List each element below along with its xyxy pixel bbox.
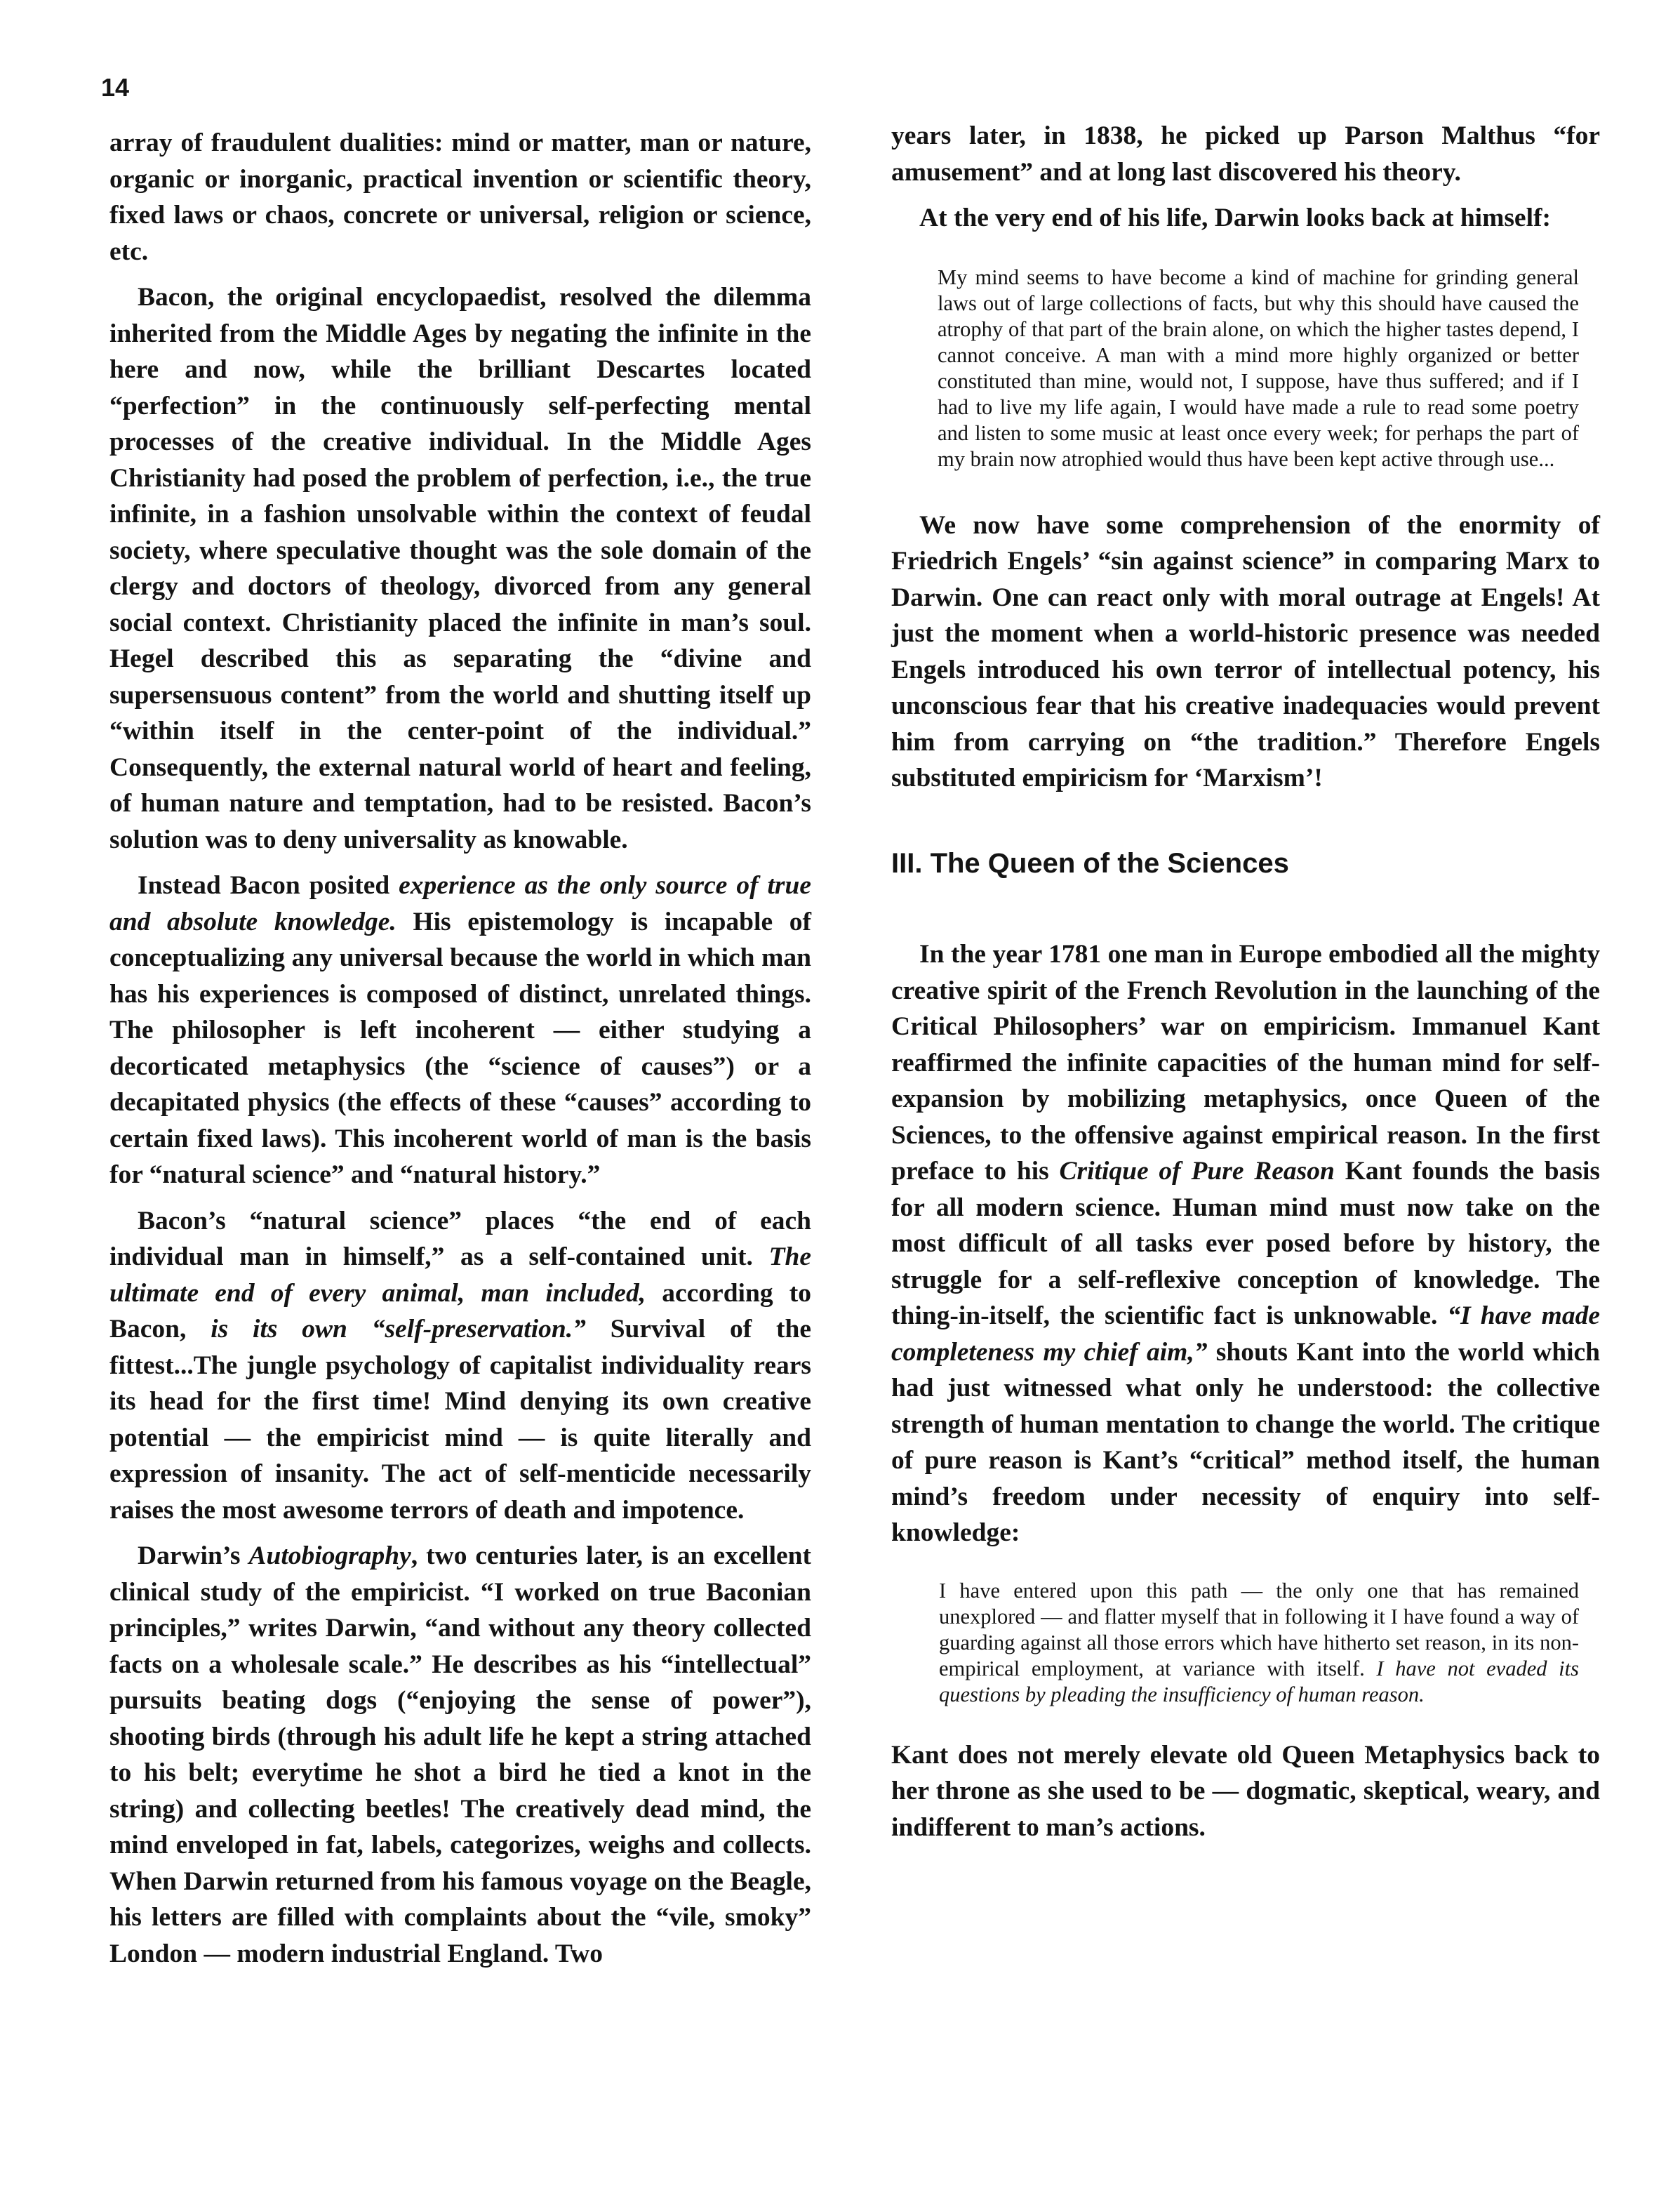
page-number: 14 <box>101 73 130 102</box>
paragraph: At the very end of his life, Darwin looks back at himself: <box>919 204 1551 232</box>
text-run: Instead Bacon posited <box>138 871 399 900</box>
block-quote <box>939 1578 1579 1708</box>
text-run: , two centuries later, is an excellent clinical study of the empiricist. “I worked on true Baconian principles,” writes Darwin, “and without any theory collected facts on a wholesale scale.” He describes as his “intellectual” pursuits beating dogs (“enjoying the sense of power”), shooting birds (through his adult life he kept a string attached to his belt; everytime he shot a bird he tied a knot in the string) and collecting beetles! The creatively dead mind, the mind enveloped in fat, labels, categorizes, weighs and collects. When Darwin returned from his famous voyage on the Beagle, his letters are filled with complaints about the “vile, smoky” London — modern industrial England. Two <box>109 1541 811 1968</box>
section-heading: III. The Queen of the Sciences <box>891 847 1289 879</box>
text-run: according to Bacon, <box>109 1278 811 1344</box>
paragraph: We now have some comprehension of the enormity of Friedrich Engels’ “sin against science” in comparing Marx to Darwin. One can react only with moral outrage at Engels! At just the moment when a world-historic presence was needed Engels introduced his own terror of intellectual potency, his unconscious fear that his creative inadequacies would prevent him from carrying on “the tradition.” Therefore Engels substituted empiricism for ‘Marxism’! <box>891 510 1600 792</box>
emphasis: Critique of Pure Reason <box>1059 1157 1335 1186</box>
text-run: shouts Kant into the world which had just witnessed what only he understood: the collective strength of human mentation to change the world. The critique of pure reason is Kant’s “critical” method itself, the human mind’s freedom under necessity of enquiry into self-knowledge: <box>891 1337 1600 1547</box>
paragraph: years later, in 1838, he picked up Parson Malthus “for amusement” and at long last discovered his theory. <box>891 121 1600 187</box>
emphasis: I have not evaded its questions by pleading the insufficiency of human reason. <box>939 1656 1579 1706</box>
paragraph <box>109 868 811 1193</box>
text-run: Bacon’s “natural science” places “the end of each individual man in himself,” as a self-contained unit. <box>109 1206 811 1271</box>
text-run: Darwin’s <box>138 1541 249 1570</box>
paragraph: Bacon, the original encyclopaedist, resolved the dilemma inherited from the Middle Ages by negating the infinite in the here and now, while the brilliant Descartes located “perfection” in the continuously self-perfecting mental processes of the creative individual. In the Middle Ages Christianity had posed the problem of perfection, i.e., the true infinite, in a fashion unsolvable within the context of feudal society, where speculative thought was the sole domain of the clergy and doctors of theology, divorced from any general social context. Christianity placed the infinite in man’s soul. Hegel described this as separating the “divine and supersensuous content” from the world and shutting itself up “within itself in the center-point of the individual.” Consequently, the external natural world of heart and feeling, of human nature and temptation, had to be resisted. Bacon’s solution was to deny universality as knowable. <box>109 283 811 854</box>
text-run: His epistemology is incapable of conceptualizing any universal because the world in which man has his experiences is composed of distinct, unrelated things. The philosopher is left incoherent — either studying a decorticated metaphysics (the “science of causes”) or a decapitated physics (the effects of these “causes” according to certain fixed laws). This incoherent world of man is the basis for “natural science” and “natural history.” <box>109 907 811 1189</box>
emphasis: experience as the only source of true and absolute knowledge. <box>109 871 811 936</box>
emphasis: “I have made completeness my chief aim,” <box>891 1301 1600 1367</box>
emphasis: is its own “self-preservation.” <box>211 1315 586 1344</box>
left-column <box>109 125 811 1982</box>
paragraph <box>891 936 1600 1551</box>
quote-text: My mind seems to have become a kind of machine for grinding general laws out of large collections of facts, but why this should have caused the atrophy of that part of the brain alone, on which the higher tastes depend, I cannot conceive. A man with a mind more highly organized or better constituted than mine, would not, I suppose, have thus suffered; and if I had to live my life again, I would have made a rule to read some poetry and listen to some music at least once every week; for perhaps the part of my brain now atrophied would thus have been kept active through use... <box>938 265 1579 471</box>
text-run: In the year 1781 one man in Europe embodied all the mighty creative spirit of the French Revolution in the launching of the Critical Philosophers’ war on empiricism. Immanuel Kant reaffirmed the infinite capacities of the human mind for self-expansion by mobilizing metaphysics, once Queen of the Sciences, to the offensive against empirical reason. In the first preface to his <box>891 940 1600 1186</box>
emphasis: The ultimate end of every animal, man included, <box>109 1242 811 1308</box>
block-quote <box>938 265 1579 472</box>
paragraph: Kant does not merely elevate old Queen Metaphysics back to her throne as she used to be — dogmatic, skeptical, weary, and indifferent to man’s actions. <box>891 1740 1600 1842</box>
emphasis: Autobiography <box>248 1541 411 1570</box>
text-run: Survival of the fittest...The jungle psychology of capitalist individuality rears its head for the first time! Mind denying its own creative potential — the empiricist mind — is quite literally and expression of insanity. The act of self-menticide necessarily raises the most awesome terrors of death and impotence. <box>109 1315 811 1525</box>
paragraph <box>109 1203 811 1529</box>
paragraph <box>109 1538 811 1972</box>
text-run: I have entered upon this path — the only one that has remained unexplored — and flatter myself that in following it I have found a way of guarding against all those errors which have hitherto set reason, in its non-empirical employment, at variance with itself. <box>939 1578 1579 1680</box>
quote-text <box>939 1578 1579 1708</box>
right-column <box>891 118 1600 1855</box>
text-run: Kant founds the basis for all modern science. Human mind must now take on the most difficult of all tasks ever posed before by history, the struggle for a self-reflexive conception of knowledge. The thing-in-itself, the scientific fact is unknowable. <box>891 1157 1600 1330</box>
paragraph: array of fraudulent dualities: mind or matter, man or nature, organic or inorganic, practical invention or scientific theory, fixed laws or chaos, concrete or universal, religion or science, etc. <box>109 128 811 266</box>
